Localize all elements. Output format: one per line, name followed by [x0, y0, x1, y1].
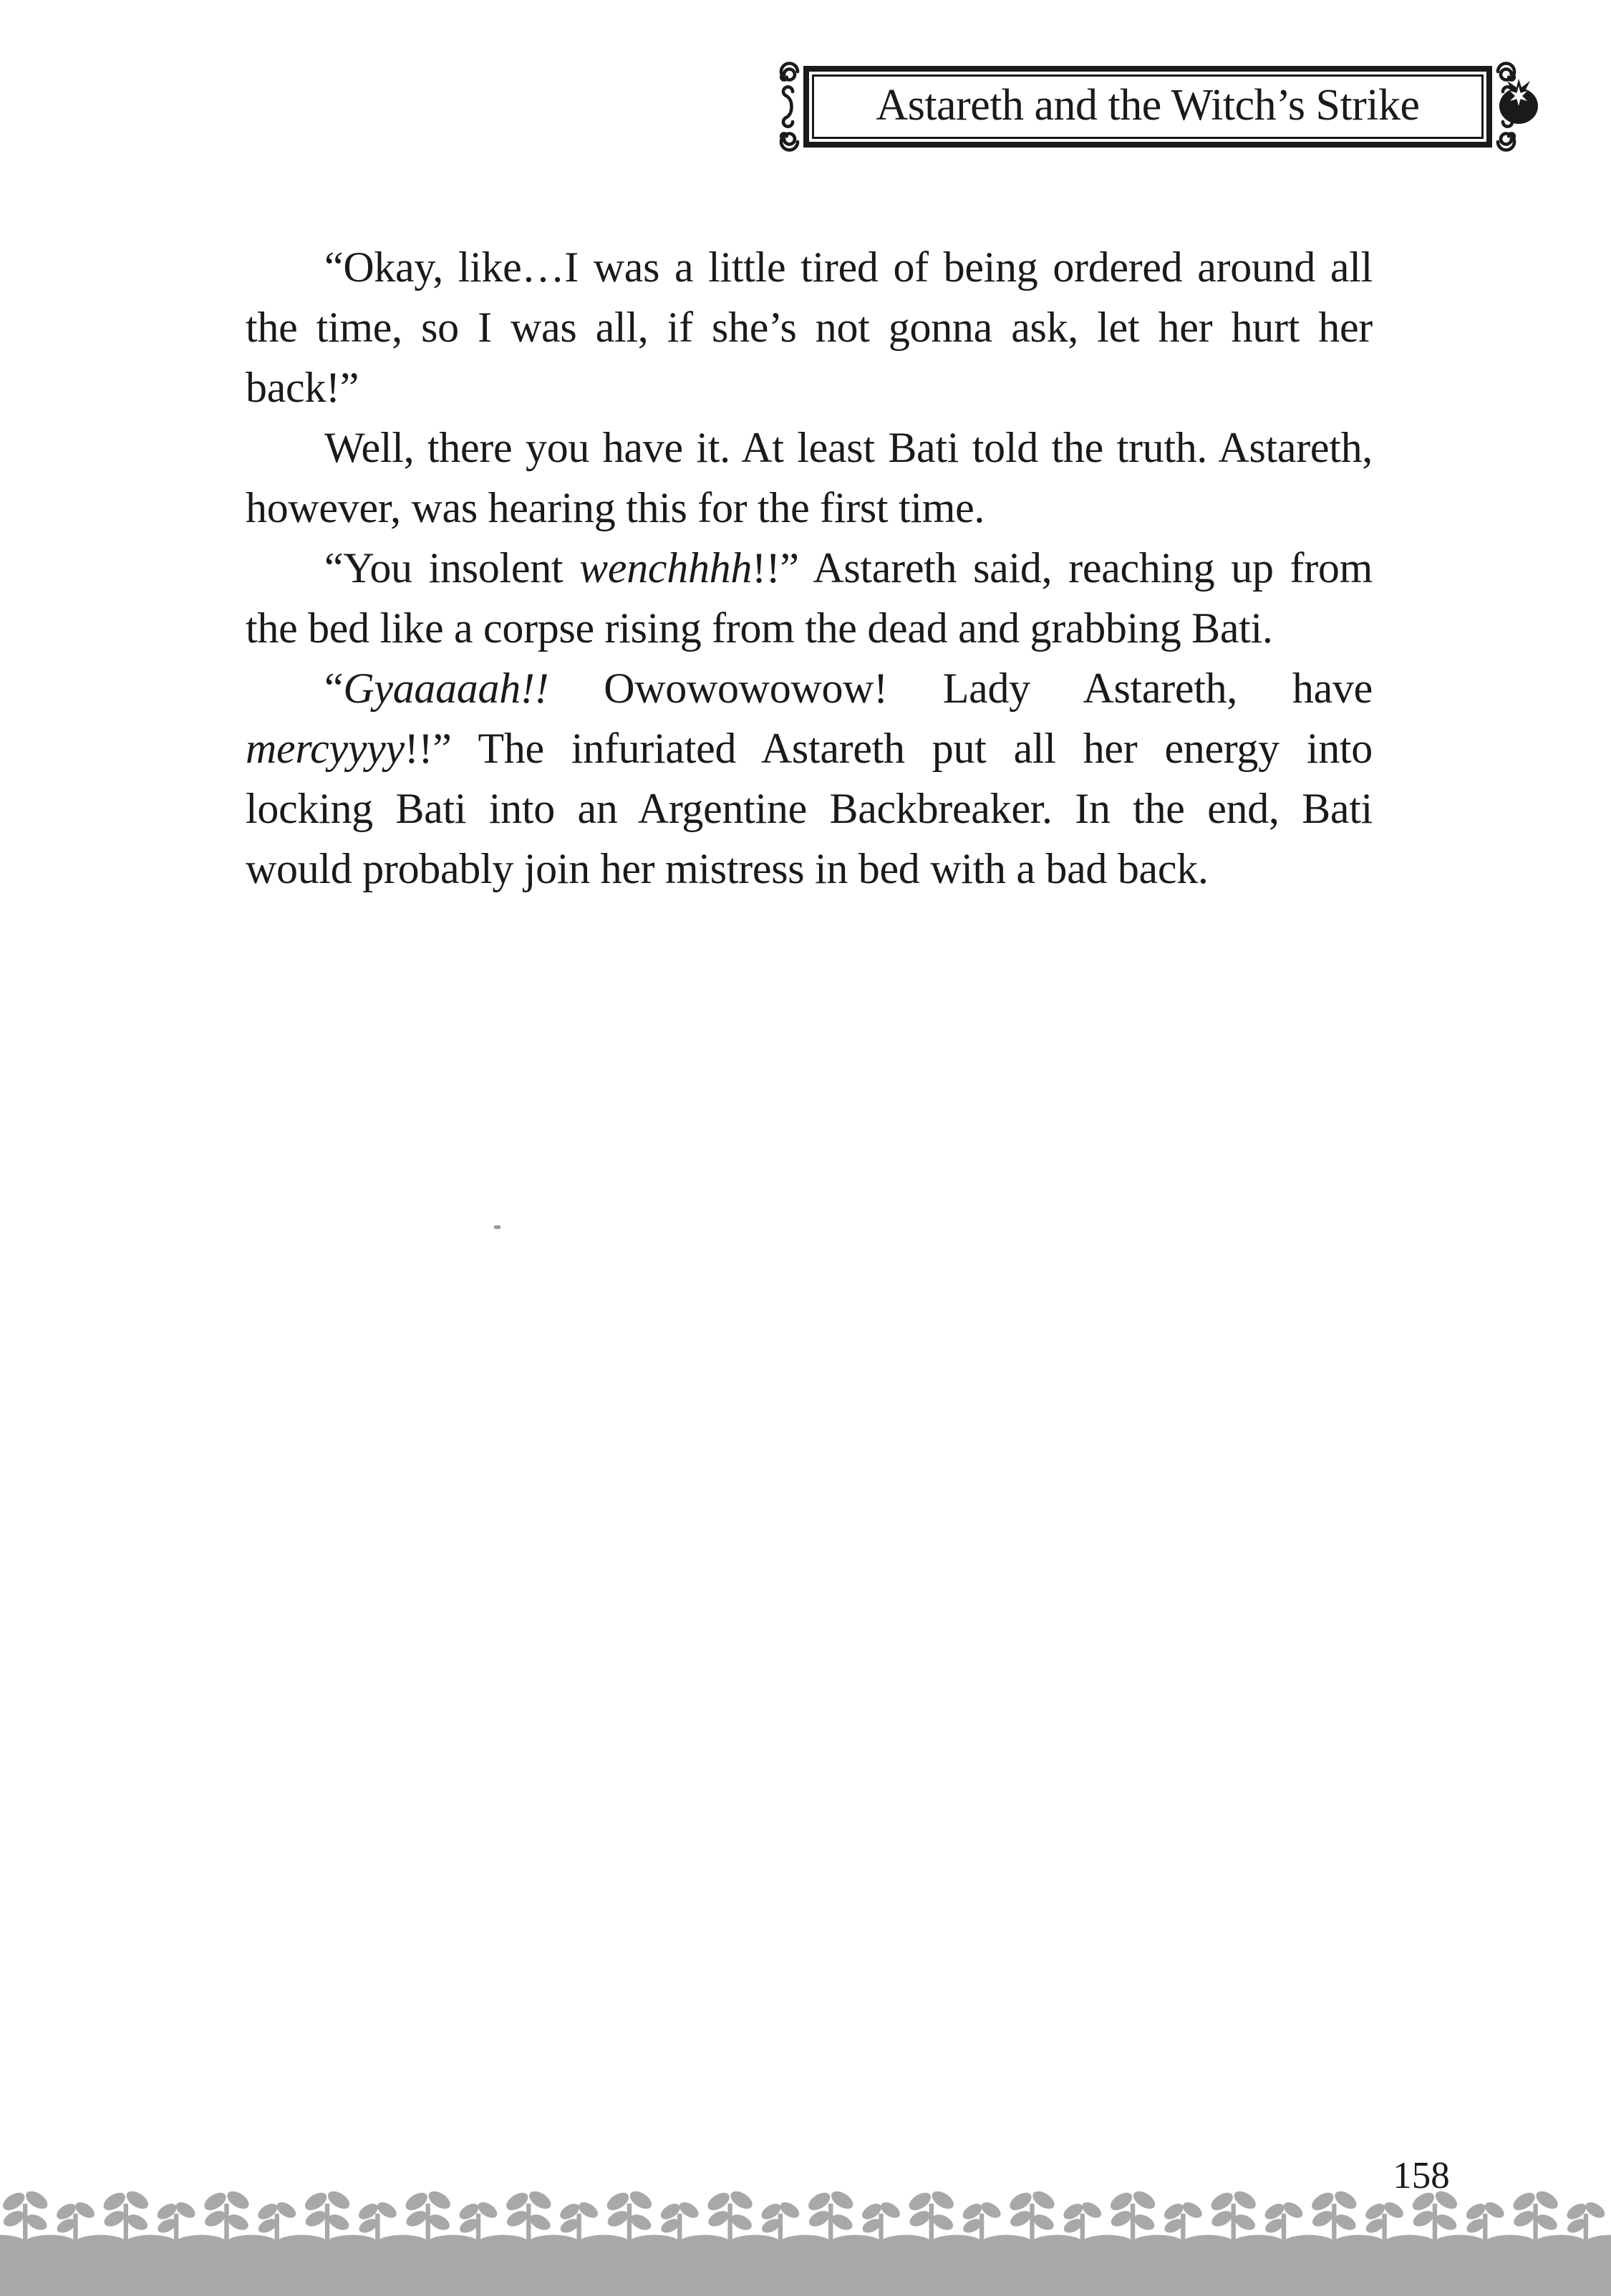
- left-scroll-ornament-icon: [770, 62, 805, 152]
- paragraph: “Okay, like…I was a little tired of being ordered around all the time, so I was all, if she’s not gonna ask, let her hurt her back!”: [246, 243, 1373, 411]
- paragraph: Well, there you have it. At least Bati told the truth. Astareth, however, was hearing this for the first time.: [246, 424, 1373, 531]
- ground-wave: [0, 2235, 1611, 2296]
- body-text: [246, 237, 1373, 899]
- print-speck: [494, 1225, 500, 1229]
- sprout-border-icon: [0, 2191, 1611, 2296]
- page-number: 158: [1393, 2155, 1450, 2196]
- chapter-title-frame: [803, 66, 1492, 148]
- paragraph: “You insolent wenchhhh!!” Astareth said, reaching up from the bed like a corpse rising from the dead and grabbing Bati.: [246, 544, 1373, 652]
- paragraph: “Gyaaaaah!! Owowowowow! Lady Astareth, have mercyyyy!!” The infuriated Astareth put all her energy into locking Bati into an Argentine Backbreaker. In the end, Bati would probably join her mistress in bed with a bad back.: [246, 665, 1373, 892]
- page-title: Astareth and the Witch’s Strike: [876, 80, 1420, 130]
- tomato-icon: [1498, 79, 1539, 126]
